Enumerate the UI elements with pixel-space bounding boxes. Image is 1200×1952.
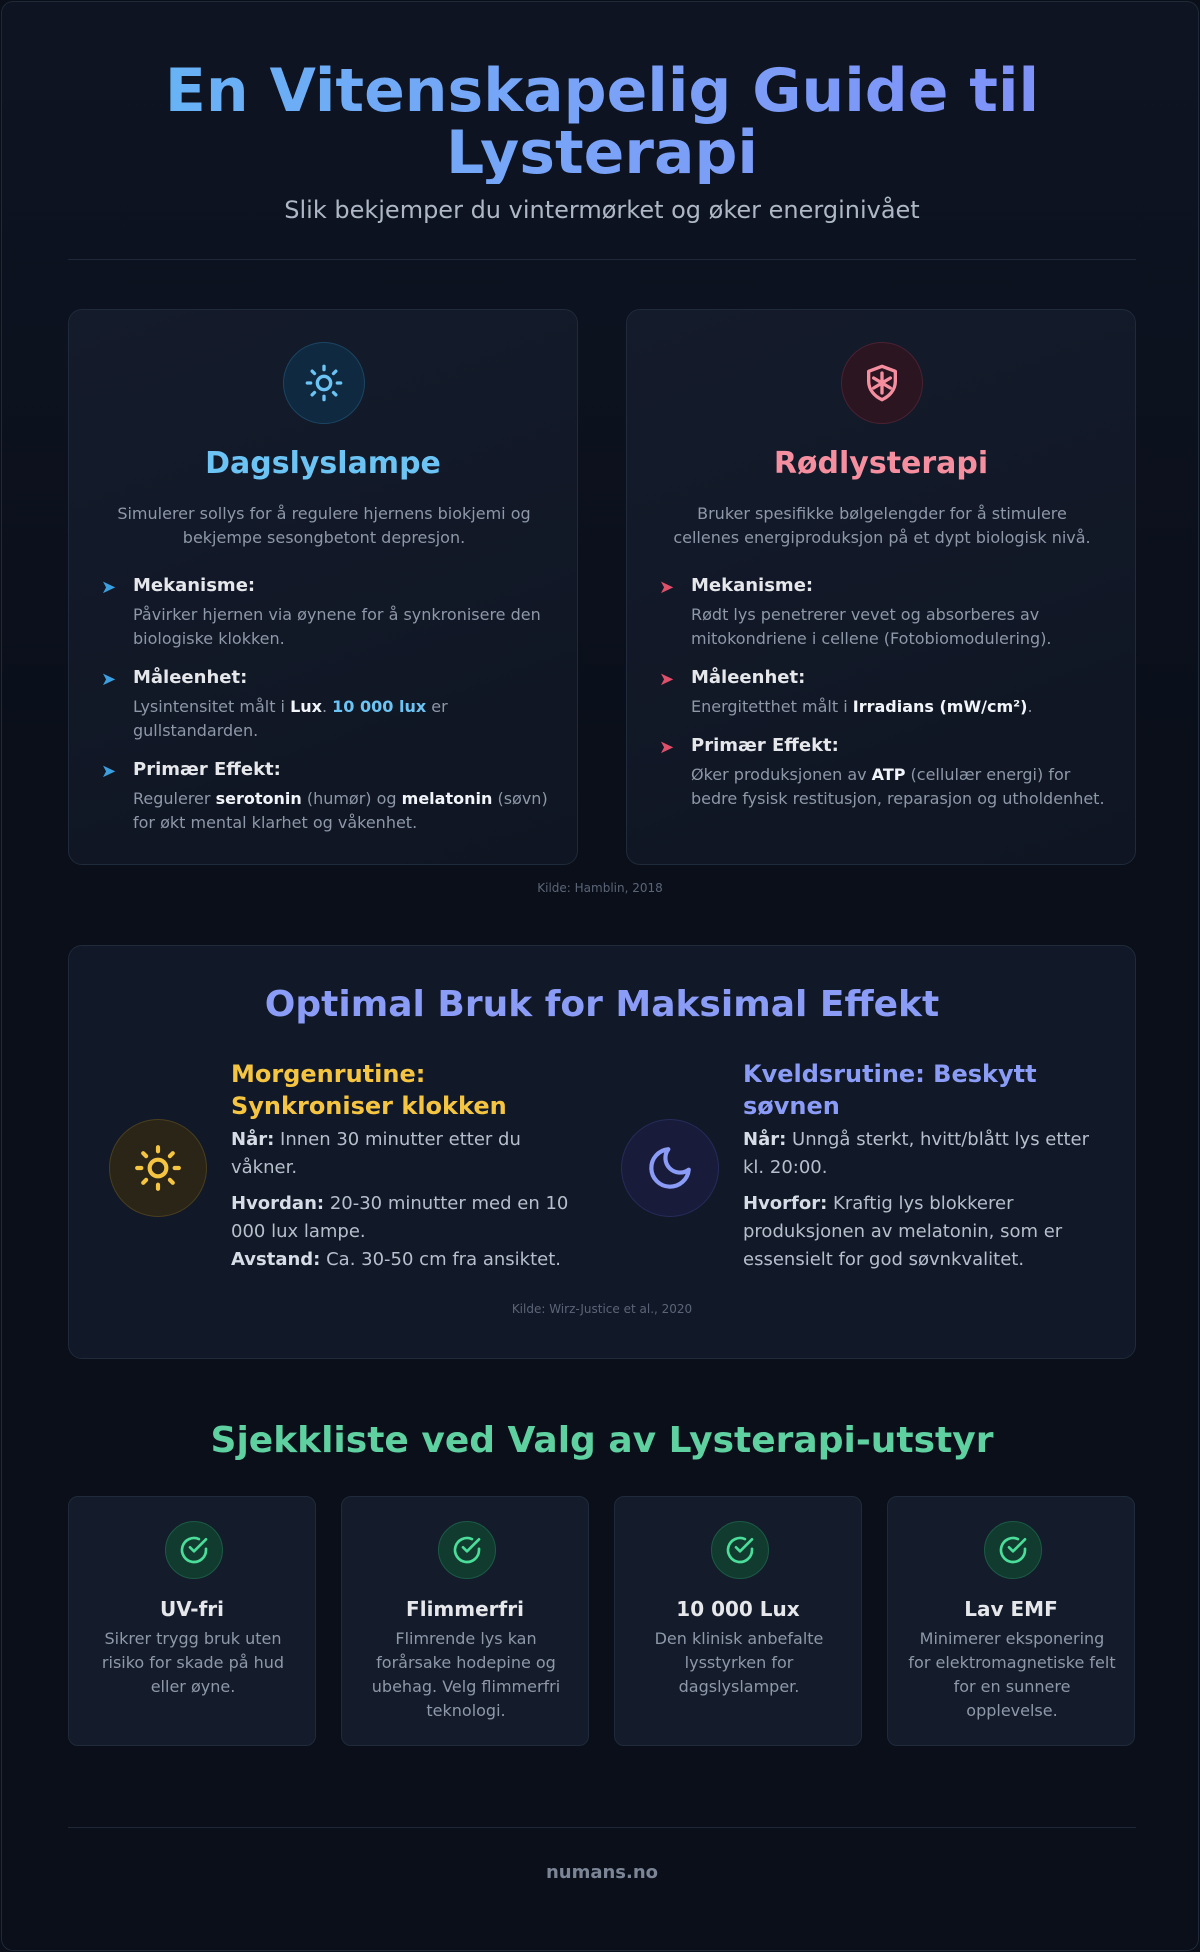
sun-icon <box>109 1119 207 1217</box>
check-circle-icon <box>711 1521 769 1579</box>
evening-routine <box>743 1058 1103 1274</box>
checklist-item-desc: Flimrende lys kan forårsake hodepine og ubehag. Velg flimmerfri teknologi. <box>371 1629 561 1720</box>
arrow-icon: ➤ <box>101 761 117 782</box>
therapy-title: Rødlysterapi <box>773 446 989 481</box>
arrow-icon: ➤ <box>659 737 675 758</box>
checklist-item <box>68 1496 316 1746</box>
page-subtitle: Slik bekjemper du vintermørket og øker energinivået <box>284 196 920 224</box>
routine-title: Kveldsrutine: Beskytt søvnen <box>743 1060 1037 1120</box>
routine-row: Når: Innen 30 minutter etter du våkner. <box>231 1129 521 1178</box>
check-circle-icon <box>165 1521 223 1579</box>
feature-desc: Rødt lys penetrerer vevet og absorberes av mitokondriene i cellene (Fotobiomodulering). <box>691 605 1052 648</box>
divider <box>68 1827 1136 1828</box>
arrow-icon: ➤ <box>659 577 675 598</box>
checklist-item <box>614 1496 862 1746</box>
check-circle-icon <box>984 1521 1042 1579</box>
routine-row: Hvordan: 20-30 minutter med en 10 000 lux lampe. <box>231 1193 569 1242</box>
arrow-icon: ➤ <box>659 669 675 690</box>
page-title: En Vitenskapelig Guide til Lysterapi <box>2 60 1199 184</box>
feature-desc: Påvirker hjernen via øynene for å synkronisere den biologiske klokken. <box>133 605 541 648</box>
feature-desc: Regulerer serotonin (humør) og melatonin (søvn) for økt mental klarhet og våkenhet. <box>133 789 548 832</box>
checklist-item-title: 10 000 Lux <box>676 1597 800 1621</box>
source-citation: Kilde: Wirz-Justice et al., 2020 <box>511 1302 693 1316</box>
arrow-icon: ➤ <box>101 669 117 690</box>
therapy-description: Simulerer sollys for å regulere hjernens biokjemi og bekjempe sesongbetont depresjon. <box>117 504 531 547</box>
checklist-item-title: UV-fri <box>160 1597 224 1621</box>
checklist-item-title: Lav EMF <box>964 1597 1058 1621</box>
check-circle-icon <box>438 1521 496 1579</box>
checklist-item-desc: Den klinisk anbefalte lysstyrken for dagslyslamper. <box>654 1629 824 1696</box>
feature-title: Måleenhet: <box>691 667 806 688</box>
routine-row: Hvorfor: Kraftig lys blokkerer produksjonen av melatonin, som er essensielt for god søvnkvalitet. <box>743 1193 1063 1270</box>
feature-desc: Øker produksjonen av ATP (cellulær energi) for bedre fysisk restitusjon, reparasjon og utholdenhet. <box>691 765 1105 808</box>
page-frame <box>1 1 1199 1951</box>
therapy-card-rodlysterapi <box>626 309 1136 865</box>
checklist-item <box>341 1496 589 1746</box>
checklist-item-desc: Minimerer eksponering for elektromagnetiske felt for en sunnere opplevelse. <box>908 1629 1116 1720</box>
therapy-description: Bruker spesifikke bølgelengder for å stimulere cellenes energiproduksjon på et dypt biologisk nivå. <box>673 504 1091 547</box>
feature-title: Mekanisme: <box>133 575 256 596</box>
feature-title: Mekanisme: <box>691 575 814 596</box>
source-citation: Kilde: Hamblin, 2018 <box>537 881 663 895</box>
section-title: Optimal Bruk for Maksimal Effekt <box>264 984 940 1025</box>
arrow-icon: ➤ <box>101 577 117 598</box>
checklist-item-desc: Sikrer trygg bruk uten risiko for skade på hud eller øyne. <box>101 1629 285 1696</box>
checklist-item <box>887 1496 1135 1746</box>
therapy-title: Dagslyslampe <box>205 446 441 481</box>
feature-desc: Energitetthet målt i Irradians (mW/cm²). <box>691 697 1033 716</box>
footer-site-link[interactable]: numans.no <box>545 1862 659 1883</box>
feature-title: Måleenhet: <box>133 667 248 688</box>
checklist-item-title: Flimmerfri <box>406 1597 524 1621</box>
feature-title: Primær Effekt: <box>691 735 839 756</box>
therapy-card-dagslyslampe <box>68 309 578 865</box>
routine-row: Når: Unngå sterkt, hvitt/blått lys etter kl. 20:00. <box>743 1129 1089 1178</box>
checklist-title: Sjekkliste ved Valg av Lysterapi-utstyr <box>210 1420 994 1461</box>
divider <box>68 259 1136 260</box>
shield-icon <box>841 342 923 424</box>
moon-icon <box>621 1119 719 1217</box>
routine-title: Morgenrutine: Synkroniser klokken <box>231 1060 507 1120</box>
routine-row: Avstand: Ca. 30-50 cm fra ansiktet. <box>231 1249 561 1270</box>
sun-icon <box>283 342 365 424</box>
optimal-use-panel <box>68 945 1136 1359</box>
morning-routine <box>231 1058 591 1274</box>
feature-title: Primær Effekt: <box>133 759 281 780</box>
feature-desc: Lysintensitet målt i Lux. 10 000 lux er gullstandarden. <box>133 697 448 740</box>
